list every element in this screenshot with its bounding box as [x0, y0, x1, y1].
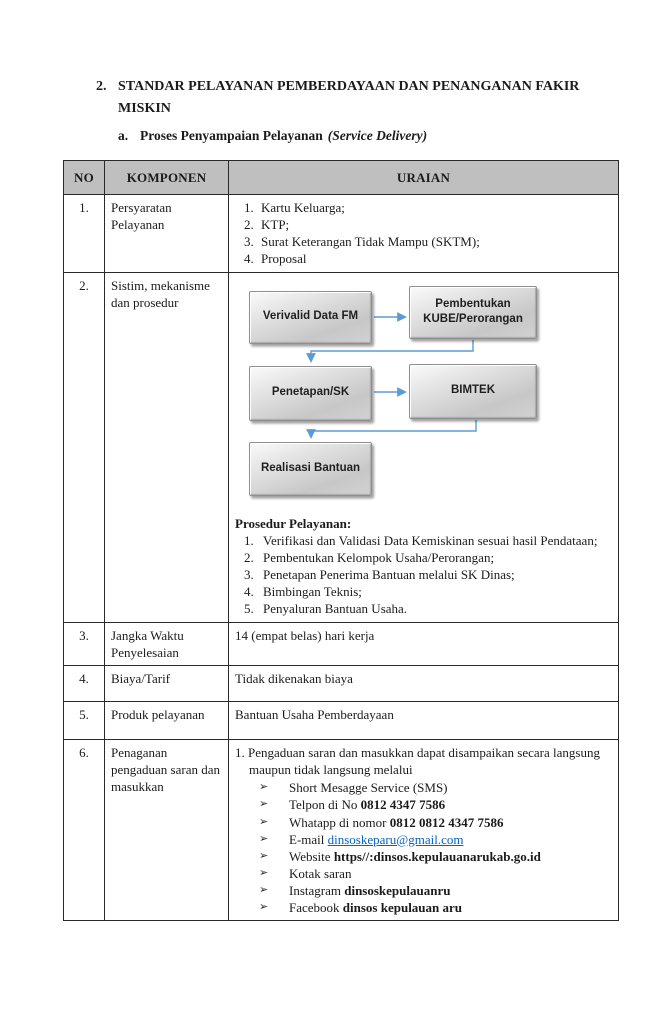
- subheading-letter: a.: [118, 128, 129, 143]
- channel-label: E-mail: [289, 831, 325, 847]
- arrowhead-bullet-icon: ➢: [259, 780, 269, 794]
- channel-label: Kotak saran: [289, 865, 352, 881]
- column-header-uraian: URAIAN: [229, 161, 619, 195]
- channel-label: Facebook: [289, 900, 340, 916]
- flow-step-pembentukan-kube: Pembentukan KUBE/Perorangan: [409, 286, 537, 339]
- prosedur-list: [235, 532, 612, 618]
- list-item: 3. Penetapan Penerima Bantuan melalui SK Dinas;: [257, 566, 612, 583]
- arrowhead-bullet-icon: ➢: [259, 797, 269, 811]
- channel-sms: [259, 779, 612, 796]
- uraian-cell: [229, 739, 619, 921]
- list-item: 2. KTP;: [257, 216, 612, 233]
- table-row: [64, 622, 619, 665]
- table-header-row: [64, 161, 619, 195]
- channel-facebook: [259, 899, 612, 916]
- complaint-intro: 1. Pengaduan saran dan masukkan dapat disampaikan secara langsung maupun tidak langsung melalui: [235, 744, 600, 778]
- arrowhead-bullet-icon: ➢: [259, 831, 269, 845]
- komponen-cell: Produk pelayanan: [105, 701, 229, 739]
- list-item: 1. Verifikasi dan Validasi Data Kemiskinan sesuai hasil Pendataan;: [257, 532, 612, 549]
- arrowhead-bullet-icon: ➢: [259, 865, 269, 879]
- channel-phone: [259, 796, 612, 813]
- komponen-cell: Jangka Waktu Penyelesaian: [105, 622, 229, 665]
- uraian-cell: [229, 195, 619, 273]
- table-row: [64, 701, 619, 739]
- arrowhead-bullet-icon: ➢: [259, 848, 269, 862]
- row-number: 6.: [64, 739, 105, 921]
- procedure-flowchart: [235, 279, 612, 511]
- channel-label: Short Mesagge Service (SMS): [289, 780, 448, 796]
- komponen-cell: Penaganan pengaduan saran dan masukkan: [105, 739, 229, 921]
- row-number: 2.: [64, 272, 105, 622]
- row-number: 1.: [64, 195, 105, 273]
- requirements-list: [235, 199, 612, 268]
- instagram-handle: dinsoskepulauanru: [344, 883, 451, 899]
- arrowhead-bullet-icon: ➢: [259, 900, 269, 914]
- list-item: 5. Penyaluran Bantuan Usaha.: [257, 600, 612, 617]
- arrowhead-bullet-icon: ➢: [259, 883, 269, 897]
- whatsapp-number: 0812 0812 4347 7586: [389, 814, 504, 830]
- flow-step-realisasi: Realisasi Bantuan: [249, 442, 372, 496]
- facebook-handle: dinsos kepulauan aru: [342, 900, 463, 916]
- subheading-italic: (Service Delivery): [327, 128, 428, 143]
- uraian-cell: Bantuan Usaha Pemberdayaan: [229, 701, 619, 739]
- service-standard-table: [63, 160, 619, 921]
- komponen-cell: Persyaratan Pelayanan: [105, 195, 229, 273]
- channel-label: Telpon di No: [289, 797, 358, 813]
- row-number: 3.: [64, 622, 105, 665]
- flow-step-penetapan-sk: Penetapan/SK: [249, 366, 372, 421]
- uraian-cell: 14 (empat belas) hari kerja: [229, 622, 619, 665]
- table-row: [64, 665, 619, 701]
- channel-email: [259, 831, 612, 848]
- row-number: 4.: [64, 665, 105, 701]
- phone-number: 0812 4347 7586: [360, 797, 446, 813]
- table-row: [64, 195, 619, 273]
- table-row: [64, 272, 619, 622]
- list-item: 2. Pembentukan Kelompok Usaha/Perorangan;: [257, 549, 612, 566]
- page-title: [96, 76, 584, 119]
- complaint-channels-list: [235, 779, 612, 916]
- list-item: 1. Kartu Keluarga;: [257, 199, 612, 216]
- table-row: [64, 739, 619, 921]
- email-link[interactable]: dinsoskeparu@gmail.com: [327, 831, 464, 847]
- section-subtitle: [118, 128, 578, 144]
- channel-website: [259, 848, 612, 865]
- subheading-text: Proses Penyampaian Pelayanan: [140, 128, 323, 143]
- prosedur-title: Prosedur Pelayanan:: [235, 515, 352, 531]
- channel-label: Instagram: [289, 883, 341, 899]
- website-url: https//:dinsos.kepulauanarukab.go.id: [333, 848, 541, 864]
- list-item: 4. Proposal: [257, 250, 612, 267]
- heading-number: 2.: [96, 79, 107, 94]
- channel-suggestion-box: [259, 865, 612, 882]
- column-header-no: NO: [64, 161, 105, 195]
- channel-instagram: [259, 882, 612, 899]
- uraian-cell: Tidak dikenakan biaya: [229, 665, 619, 701]
- flow-step-bimtek: BIMTEK: [409, 364, 537, 419]
- column-header-komponen: KOMPONEN: [105, 161, 229, 195]
- channel-whatsapp: [259, 814, 612, 831]
- arrowhead-bullet-icon: ➢: [259, 814, 269, 828]
- list-item: 4. Bimbingan Teknis;: [257, 583, 612, 600]
- row-number: 5.: [64, 701, 105, 739]
- heading-text: STANDAR PELAYANAN PEMBERDAYAAN DAN PENANGANAN FAKIR MISKIN: [118, 79, 580, 116]
- channel-label: Website: [289, 848, 331, 864]
- komponen-cell: Biaya/Tarif: [105, 665, 229, 701]
- uraian-cell: [229, 272, 619, 622]
- list-item: 3. Surat Keterangan Tidak Mampu (SKTM);: [257, 233, 612, 250]
- channel-label: Whatapp di nomor: [289, 814, 387, 830]
- flow-step-verivalid: Verivalid Data FM: [249, 291, 372, 344]
- komponen-cell: Sistim, mekanisme dan prosedur: [105, 272, 229, 622]
